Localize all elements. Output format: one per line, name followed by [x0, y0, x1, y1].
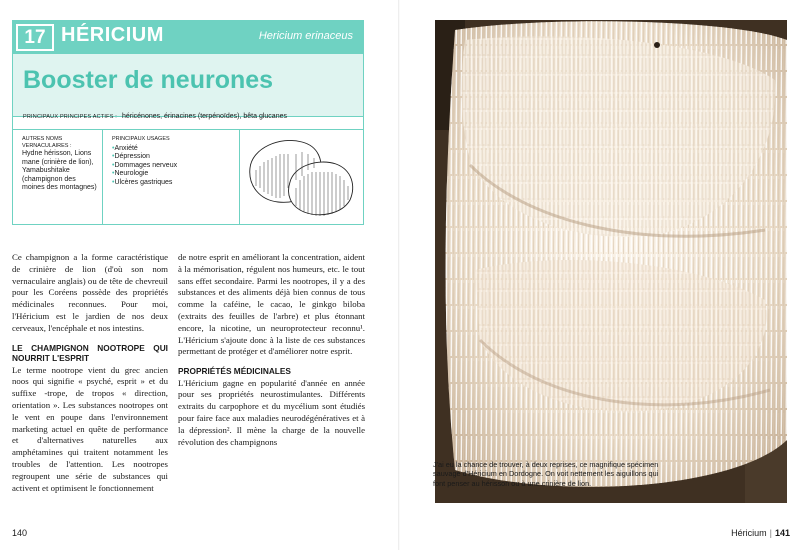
vernacular-names [13, 130, 103, 224]
running-footer [731, 528, 790, 538]
footer-separator: | [769, 528, 772, 538]
chapter-title: HÉRICIUM [61, 24, 164, 46]
hericium-mushroom-drawing-icon [240, 130, 362, 222]
use-item: • Dépression [112, 153, 234, 161]
vernacular-label: AUTRES NOMS VERNACULAIRES : [22, 136, 72, 149]
active-principles-value: héricénones, érinacines (terpénoïdes), bêta glucanes [121, 113, 287, 120]
use-item: • Neurologie [112, 170, 234, 178]
active-principles [23, 113, 287, 120]
text-column-2 [178, 252, 365, 448]
main-uses [103, 130, 240, 224]
chapter-number: 17 [16, 24, 54, 51]
text-column-1 [12, 252, 168, 494]
latin-name: Hericium erinaceus [258, 30, 353, 42]
use-item: • Anxiété [112, 145, 234, 153]
properties-paragraph: L'Héricium gagne en popularité d'année en année pour ses propriétés neurostimulantes. Différents extraits du carpophore et du mycélium sont étudiés pour faire face aux maladies neurodégénératives et à la dépression². Il mène la charge de la nouvelle révolution des champignons [178, 377, 365, 447]
intro-paragraph: Ce champignon a la forme caractéristique de crinière de lion (d'où son nom vernaculaire anglais) ou de tête de chevreuil pour les Coréens possède des propriétés médicinales reconnues. Pour moi, l'Héricium est le jardien de nos deux cerveaux, l'encéphale et nos intestins. [12, 252, 168, 333]
headline-zone [13, 54, 363, 117]
hericium-mushroom-photo-icon [435, 20, 787, 503]
use-item: • Dommages nerveux [112, 162, 234, 170]
continued-paragraph: de notre esprit en améliorant la concentration, aident à la mémorisation, régulent nos humeurs, etc. le tout sans effet secondaire. Parmi les nootropes, il y a des substances et des aliments déjà bien connus de tous comme la caféine, le cacao, le ginkgo biloba (extraits des feuilles de l'arbre) et plus étonnant encore, la nicotine, un neuroprotecteur reconnu¹. L'Héricium s'ajoute donc à la liste de ces substances permettant de protéger et d'améliorer notre esprit. [178, 252, 365, 357]
uses-list [112, 145, 234, 187]
info-row [13, 129, 363, 224]
vernacular-value: Hydne hérisson, Lions mane (crinière de lion), Yamabushitake (champignon des moines des montagnes) [22, 150, 97, 192]
uses-label: PRINCIPAUX USAGES [112, 136, 170, 142]
page-number-left: 140 [12, 528, 28, 538]
nootrope-paragraph: Le terme nootrope vient du grec ancien noos qui signifie « psyché, esprit » et du suffixe -trope, de tropos « direction, orientation ». Les substances nootropes ont le vent en poupe dans l'environnement marketing actuel en quête de performance et d'alternatives naturelles aux amphétamines qui traitent notamment les troubles de l'attention. Les nootropes regroupent une série de substances qui activent et optimisent le fonctionnement [12, 364, 168, 493]
mushroom-illustration [240, 130, 362, 224]
use-item: • Ulcères gastriques [112, 179, 234, 187]
mushroom-photo [435, 20, 787, 503]
headline: Booster de neurones [23, 66, 274, 94]
section-heading-nootrope: LE CHAMPIGNON NOOTROPE QUI NOURRIT L'ESPRIT [12, 342, 168, 364]
photo-caption: J'ai eu la chance de trouver, à deux reprises, ce magnifique spécimen sauvage d'Héricium en Dordogne. On voit nettement les aiguillons qui font penser au hérisson ou à une crinière de lion. [433, 460, 659, 488]
active-principles-label: PRINCIPAUX PRINCIPES ACTIFS : [23, 114, 118, 120]
title-bar [13, 21, 363, 54]
page-number-right: 141 [774, 528, 790, 538]
section-heading-properties: PROPRIÉTÉS MÉDICINALES [178, 366, 291, 377]
header-card [12, 20, 364, 225]
running-head: Héricium [731, 528, 767, 538]
